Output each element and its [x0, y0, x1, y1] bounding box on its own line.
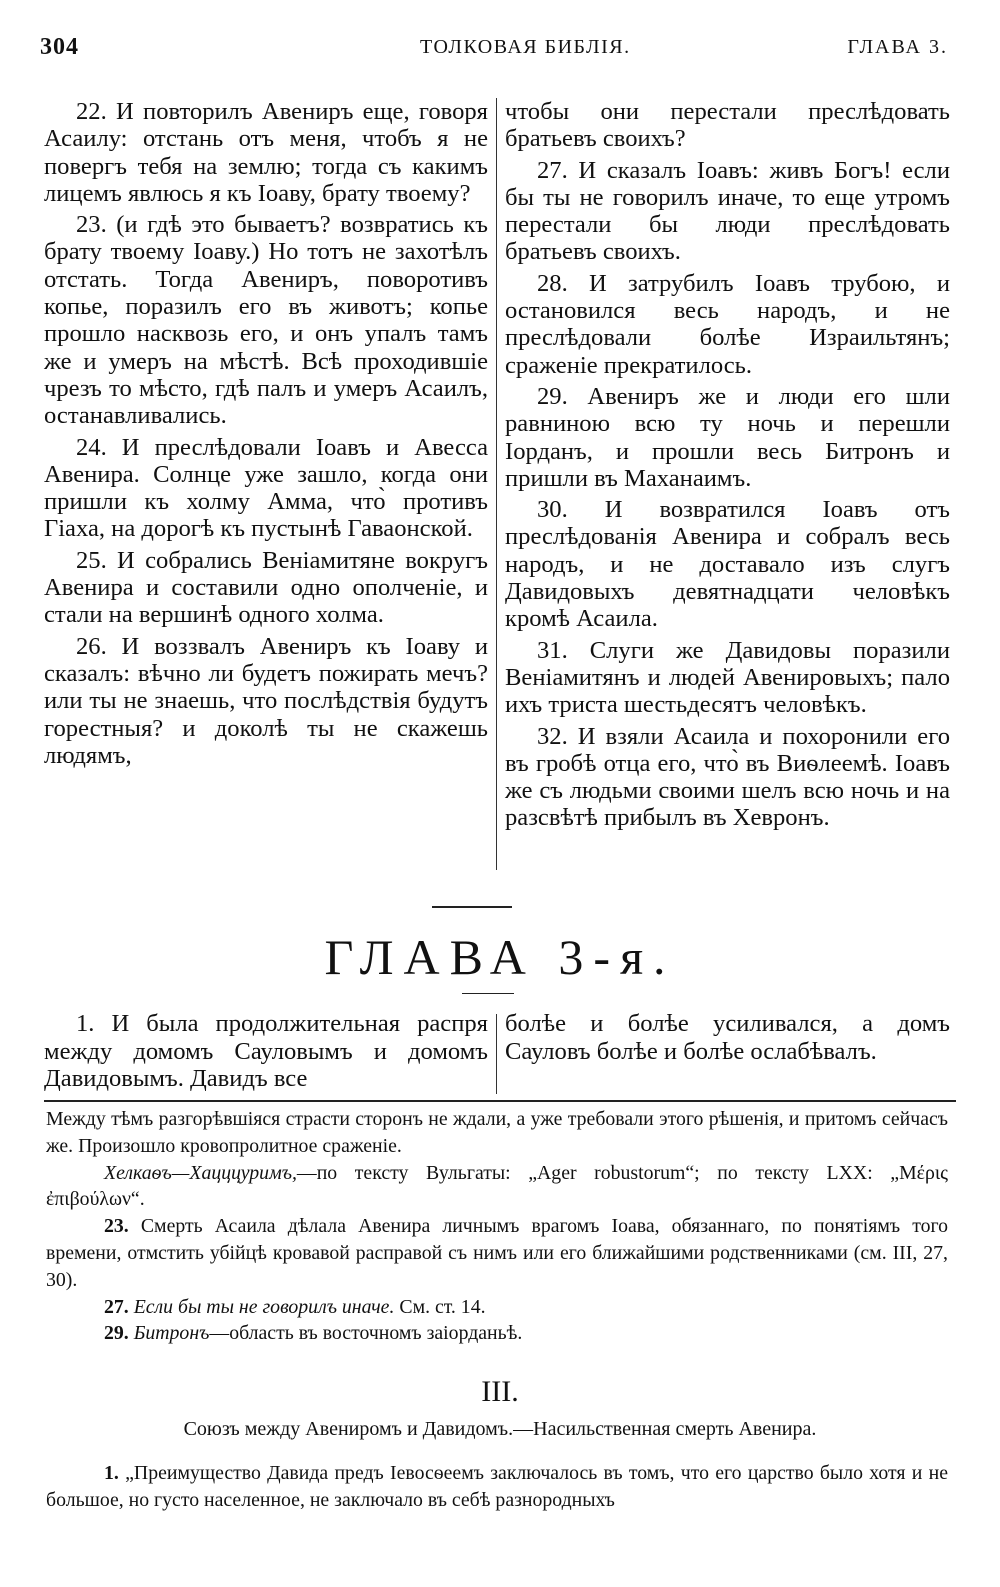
commentary: [46, 1106, 948, 1347]
running-title: ТОЛКОВАЯ БИБЛІЯ.: [420, 36, 631, 58]
chapter-rule-top: [432, 906, 512, 908]
commentary-term: Если бы ты не говорилъ иначе.: [133, 1295, 395, 1318]
commentary-para-4: [46, 1294, 948, 1321]
verse-27: 27. И сказалъ Іоавъ: живъ Богъ! если бы ты не говорилъ иначе, то еще утромъ перестали бы люди преслѣдовать братьевъ своихъ.: [505, 156, 950, 266]
chapter3-column-divider: [496, 1014, 497, 1094]
column-divider: [496, 98, 497, 870]
verse-30: 30. И возвратился Іоавъ отъ преслѣдованія Авенира и собралъ весь народъ, и не доставало изъ слугъ Давидовыхъ девятнадцати человѣкъ кромѣ Асаила.: [505, 496, 950, 633]
chapter3-left-column: [44, 1010, 488, 1097]
verse-25: 25. И собрались Веніамитяне вокругъ Авенира и составили одно ополченіе, и стали на вершинѣ одного холма.: [44, 546, 488, 629]
commentary-text: —по тексту Вульгаты: „Ager robustorum“; по тексту LXX: „Μέρις ἐπιβούλων“.: [46, 1161, 948, 1211]
verse-23: 23. (и гдѣ это бываетъ? возвратись къ брату твоему Іоаву.) Но тотъ не захотѣлъ отстать. Тогда Авениръ, поворотивъ копье, поразилъ его въ животъ; копье прошло насквозь его, и онъ упалъ тамъ же и умеръ на мѣстѣ. Всѣ проходившіе чрезъ то мѣсто, гдѣ палъ и умеръ Асаилъ, останавливались.: [44, 211, 488, 430]
verse-ref: 1.: [104, 1462, 119, 1484]
section-subtitle: Союзъ между Авениромъ и Давидомъ.—Насильственная смерть Авенира.: [183, 1418, 817, 1440]
verse-22: 22. И повторилъ Авениръ еще, говоря Асаилу: отстань отъ меня, чтобъ я не повергъ тебя на землю; тогда съ какимъ лицемъ явлюсь я къ Іоаву, брату твоему?: [44, 98, 488, 207]
section-text: „Преимущество Давида предъ Іевосѳеемъ заключалось въ томъ, что его царство было хотя и не большое, но густо населенное, не заключало въ себѣ разнородныхъ: [46, 1462, 949, 1511]
chapter3-right-column: [505, 1010, 950, 1069]
commentary-term: Битронъ: [133, 1322, 210, 1345]
verse-26-continued: чтобы они перестали преслѣдовать братьевъ своихъ?: [505, 98, 950, 153]
section-commentary: [46, 1460, 948, 1514]
commentary-rule: [44, 1100, 956, 1102]
commentary-text: —область въ восточномъ заіорданьѣ.: [209, 1322, 523, 1345]
commentary-text: См. ст. 14.: [399, 1295, 486, 1318]
right-column: [505, 98, 950, 836]
verse-24: 24. И преслѣдовали Іоавъ и Авесса Авенира. Солнце уже зашло, когда они пришли къ холму Амма, что̀ противъ Гіаха, на дорогѣ къ пустынѣ Гаваонской.: [44, 433, 488, 543]
verse-ref: 29.: [104, 1322, 129, 1345]
commentary-para-1: Между тѣмъ разгорѣвшіяся страсти сторонъ не ждали, а уже требовали этого рѣшенія, и притомъ сейчасъ же. Произошло кровопролитное сраженіе.: [46, 1108, 948, 1157]
commentary-term: Хелкаѳъ—Хацццуримъ,: [104, 1161, 297, 1184]
verse-31: 31. Слуги же Давидовы поразили Веніамитянъ и людей Авенировыхъ; пало ихъ триста шестьдесятъ человѣкъ.: [505, 636, 950, 719]
verse-ref: 27.: [104, 1295, 129, 1318]
verse-26: 26. И воззвалъ Авениръ къ Іоаву и сказалъ: вѣчно ли будетъ пожирать мечъ? или ты не знаешь, что послѣдствія будутъ горестныя? и доколѣ ты не скажешь людямъ,: [44, 632, 488, 769]
commentary-para-2: [46, 1160, 948, 1214]
chapter3-verse-1-continued: болѣе и болѣе усиливался, а домъ Сауловъ болѣе и болѣе ослабѣвалъ.: [505, 1010, 950, 1065]
verse-32: 32. И взяли Асаила и похоронили его въ гробѣ отца его, что̀ въ Виѳлеемѣ. Іоавъ же съ людьми своими шелъ всю ночь и на разсвѣтѣ прибылъ въ Хевронъ.: [505, 722, 950, 832]
verse-29: 29. Авениръ же и люди его шли равниною всю ту ночь и перешли Іорданъ, и прошли весь Битронъ и пришли въ Маханаимъ.: [505, 382, 950, 492]
main-text-columns: [44, 98, 950, 878]
verse-ref: 23.: [104, 1215, 129, 1238]
section-numeral: III.: [481, 1375, 519, 1408]
chapter3-columns: [44, 1010, 950, 1100]
chapter-rule-bottom: [462, 993, 514, 994]
commentary-para-5: [46, 1320, 948, 1347]
chapter-label: ГЛАВА 3.: [847, 36, 948, 58]
chapter3-verse-1: 1. И была продолжительная распря между домомъ Сауловымъ и домомъ Давидовымъ. Давидъ все: [44, 1010, 488, 1092]
commentary-text: Смерть Асаила дѣлала Авенира личнымъ врагомъ Іоава, обязаннаго, по понятіямъ того времени, отмстить убійцѣ кровавой расправой съ нимъ или его ближайшими родственниками (см. III, 27, 30).: [46, 1215, 948, 1291]
running-header: [40, 34, 948, 74]
section-para-1: [46, 1460, 948, 1514]
left-column: [44, 98, 488, 773]
page-number: 304: [40, 34, 79, 60]
verse-28: 28. И затрубилъ Іоавъ трубою, и остановился весь народъ, и не преслѣдовали болѣе Израильтянъ; сраженіе прекратилось.: [505, 269, 950, 379]
commentary-para-3: [46, 1213, 948, 1293]
chapter-title: ГЛАВА 3-я.: [324, 929, 676, 985]
